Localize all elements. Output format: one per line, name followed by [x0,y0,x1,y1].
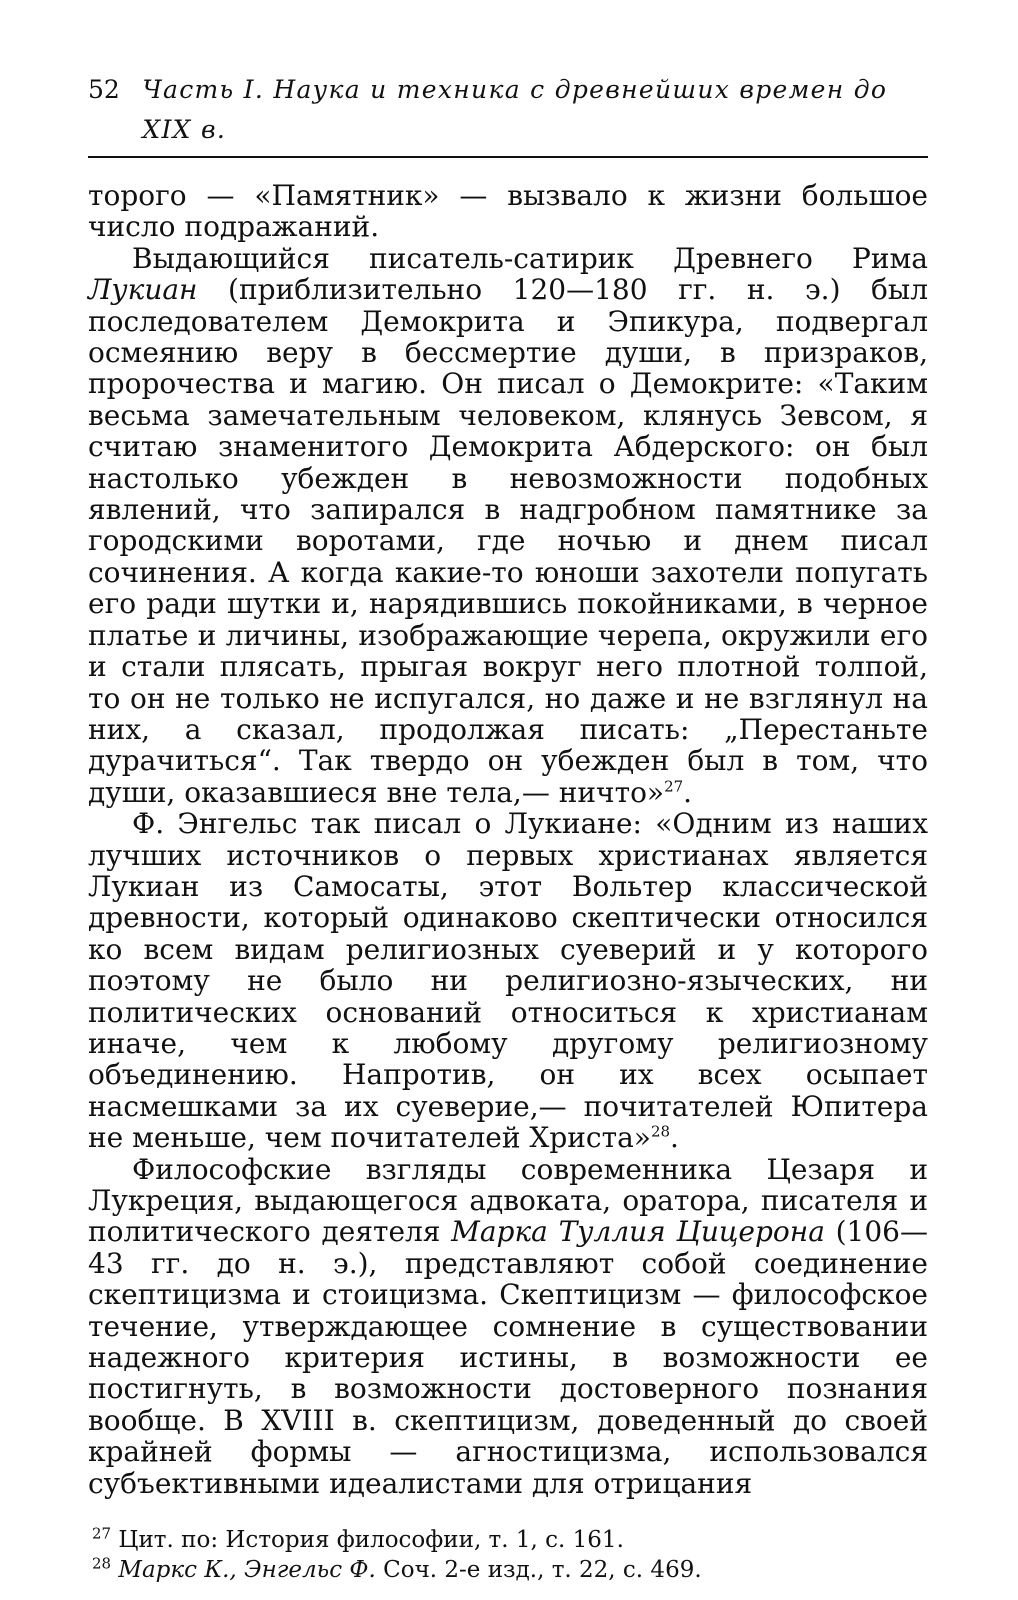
footnotes [88,1525,928,1585]
fn28-footnote-ref: 28 [92,1554,112,1573]
p2-text: Выдающийся писатель-сатирик Древнего Рима [132,241,928,275]
page-number: 52 [88,75,120,104]
paragraph-3 [88,808,928,1153]
running-title: Часть I. Наука и техника с древнейших времен до XIX в. [142,75,888,144]
running-header [88,70,928,158]
fn28-text: Соч. 2-е изд., т. 22, с. 469. [375,1557,702,1584]
p3-text: . [670,1121,679,1155]
p2-text: . [683,775,693,809]
p3-text: Ф. Энгельс так писал о Лукиане: «Одним из наших лучших источников о первых христианах является Лукиан из Самосаты, этот Вольтер классической древности, который одинаково скептически относился ко всем видам религиозных суеверий и у которого поэтому не было ни религиозно-языческих, ни политических оснований относиться к христианам иначе, чем к любому другому религиозному объединению. Напротив, он их всех осыпает насмешками за их суеверие,— почитателей Юпитера не меньше, чем почитателей Христа» [88,807,928,1155]
p2-italic-name: Лукиан [88,273,198,307]
main-text [88,180,928,1499]
paragraph-1 [88,180,928,243]
book-page [88,70,928,1585]
p4-italic-name: Марка Туллия Цицерона [451,1215,825,1249]
p4-text: (106—43 гг. до н. э.), представляют собой соединение скептицизма и стоицизма. Скептицизм — философское течение, утверждающее сомнение в существовании надежного критерия истины, в возможности ее постигнуть, в возможности достоверного познания вообще. В XVIII в. скептицизм, доведенный до своей крайней формы — агностицизма, использовался субъективными идеалистами для отрицания [88,1215,928,1500]
p2-footnote-ref: 27 [664,777,684,796]
fn27-text: Цит. по: История философии, т. 1, с. 161. [111,1527,624,1554]
p1-text: торого — «Памятник» — вызвало к жизни большое число подражаний. [88,179,928,244]
paragraph-2 [88,243,928,808]
fn27-footnote-ref: 27 [92,1524,112,1543]
p3-footnote-ref: 28 [650,1122,671,1141]
paragraph-4 [88,1154,928,1499]
p4-text: Философские взгляды современника Цезаря и Лукреция, выдающегося адвоката, оратора, писателя и политического деятеля [88,1152,928,1249]
footnote-28 [88,1555,928,1585]
footnote-27 [88,1525,928,1555]
p2-text: (приблизительно 120—180 гг. н. э.) был последователем Демокрита и Эпикура, подвергал осмеянию веру в бессмертие души, в призраков, пророчества и магию. Он писал о Демокрите: «Таким весьма замечательным человеком, клянусь Зевсом, я считаю знаменитого Демокрита Абдерского: он был настолько убежден в невозможности подобных явлений, что запирался в надгробном памятнике за городскими воротами, где ночью и днем писал сочинения. А когда какие-то юноши захотели попугать его ради шутки и, нарядившись покойниками, в черное платье и личины, изображающие черепа, окружили его и стали плясать, прыгая вокруг него плотной толпой, то он не только не испугался, но даже и не взглянул на них, а сказал, продолжая писать: „Перестаньте дурачиться“. Так твердо он убежден был в том, что души, оказавшиеся вне тела,— ничто» [88,273,928,809]
fn28-italic-name: Маркс К., Энгельс Ф. [118,1557,376,1584]
